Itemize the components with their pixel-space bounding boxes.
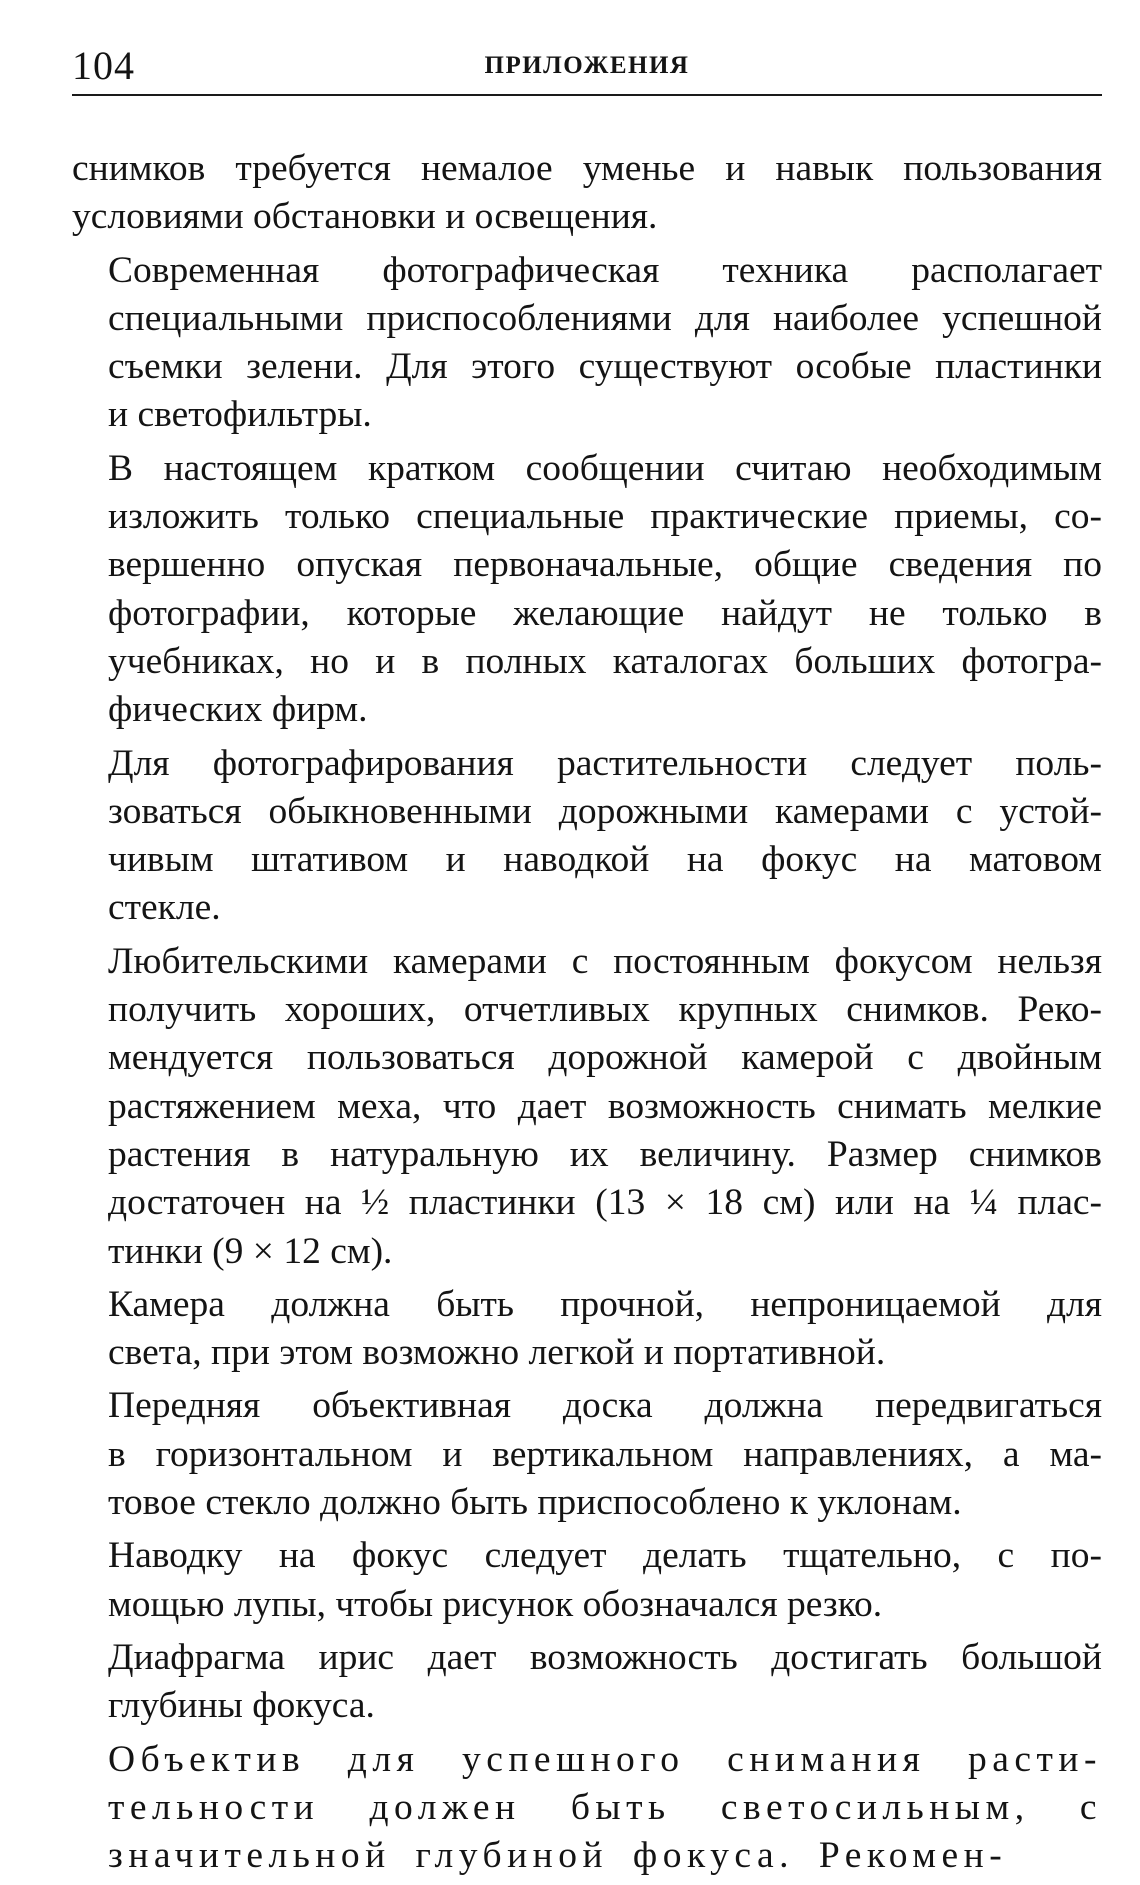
text-line: и светофильтры. <box>108 394 372 436</box>
text-line: получить хороших, отчетливых крупных снимков. Реко- <box>108 989 1102 1031</box>
text-line: чивым штативом и наводкой на фокус на матовом <box>108 839 1102 881</box>
text-line: глубины фокуса. <box>108 1685 375 1727</box>
paragraph <box>72 1281 1102 1378</box>
text-line: Для фотографирования растительности следует поль- <box>108 742 1102 784</box>
text-line: достаточен на ½ пластинки (13 × 18 см) или на ¼ плас- <box>108 1182 1102 1224</box>
text-line: в горизонтальном и вертикальном направлениях, а ма- <box>108 1433 1102 1475</box>
text-line: тельности должен быть светосильным, с <box>108 1786 1102 1828</box>
paragraph <box>72 1532 1102 1629</box>
page-number: 104 <box>72 43 135 88</box>
text-line: съемки зелени. Для этого существуют особые пластинки <box>108 346 1102 388</box>
text-line: растяжением меха, что дает возможность снимать мелкие <box>108 1085 1102 1127</box>
text-line: Любительскими камерами с постоянным фокусом нельзя <box>108 940 1102 982</box>
paragraph <box>72 247 1102 440</box>
paragraph <box>72 1634 1102 1731</box>
text-line: Объектив для успешного снимания расти- <box>108 1738 1102 1780</box>
text-line: Камера должна быть прочной, непроницаемой для <box>108 1283 1102 1325</box>
paragraph-emphasized <box>72 1736 1102 1881</box>
paragraph <box>72 145 1102 242</box>
text-line: мендуется пользоваться дорожной камерой с двойным <box>108 1037 1102 1079</box>
text-line: вершенно опуская первоначальные, общие сведения по <box>108 544 1102 586</box>
text-line: растения в натуральную их величину. Размер снимков <box>108 1133 1102 1175</box>
text-line: специальными приспособлениями для наиболее успешной <box>108 297 1102 339</box>
paragraph <box>72 740 1102 933</box>
text-line: условиями обстановки и освещения. <box>72 196 658 238</box>
header-rule <box>72 94 1102 96</box>
text-line: зоваться обыкновенными дорожными камерами с устой- <box>108 790 1102 832</box>
text-line: Современная фотографическая техника располагает <box>108 249 1102 291</box>
paragraph <box>72 445 1102 735</box>
page-header <box>72 38 1102 88</box>
text-line: фотографии, которые желающие найдут не только в <box>108 592 1102 634</box>
text-line: учебниках, но и в полных каталогах больших фотогра- <box>108 640 1102 682</box>
text-line: товое стекло должно быть приспособлено к уклонам. <box>108 1482 962 1524</box>
text-line: снимков требуется немалое уменье и навык пользования <box>72 148 1102 189</box>
text-line: Диафрагма ирис дает возможность достигать большой <box>108 1636 1102 1678</box>
body-text <box>72 145 1102 1885</box>
text-line: изложить только специальные практические приемы, со- <box>108 496 1102 538</box>
paragraph <box>72 938 1102 1276</box>
text-line: значительной глубиной фокуса. Рекомен- <box>108 1835 1008 1877</box>
text-line: мощью лупы, чтобы рисунок обозначался резко. <box>108 1583 883 1625</box>
text-line: В настоящем кратком сообщении считаю необходимым <box>108 447 1102 489</box>
running-head: ПРИЛОЖЕНИЯ <box>484 52 690 79</box>
paragraph <box>72 1382 1102 1527</box>
text-line: стекле. <box>108 887 221 929</box>
text-line: Наводку на фокус следует делать тщательно, с по- <box>108 1535 1102 1577</box>
text-line: фических фирм. <box>108 689 368 731</box>
text-line: тинки (9 × 12 см). <box>108 1230 393 1272</box>
text-line: света, при этом возможно легкой и портативной. <box>108 1332 886 1374</box>
text-line: Передняя объективная доска должна передвигаться <box>108 1385 1102 1427</box>
